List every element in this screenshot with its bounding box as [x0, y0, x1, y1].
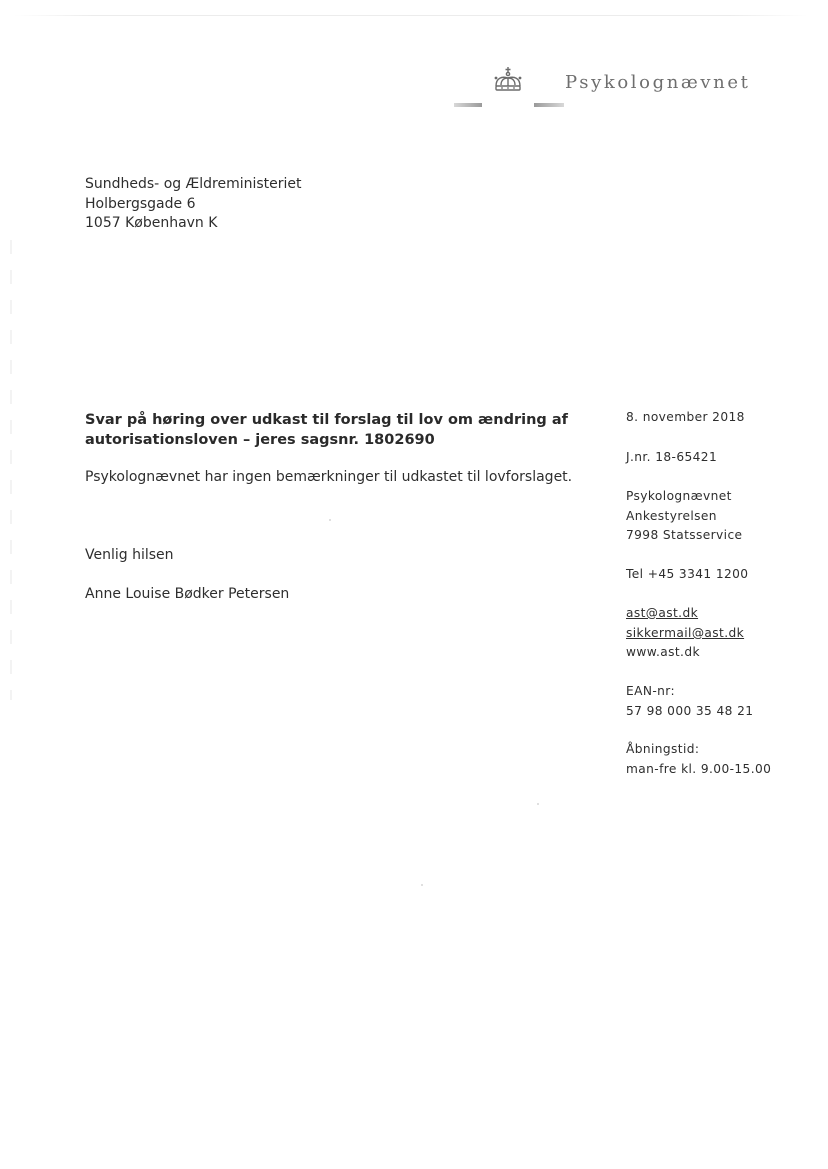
letter-greeting: Venlig hilsen	[85, 547, 174, 563]
journal-number: J.nr. 18-65421	[626, 450, 718, 464]
sender-name: Psykolognævnet	[626, 489, 732, 503]
opening-hours-value: man-fre kl. 9.00-15.00	[626, 762, 772, 776]
crown-icon	[492, 66, 524, 98]
ean-value: 57 98 000 35 48 21	[626, 704, 754, 718]
scan-speck	[421, 884, 423, 886]
letter-subject	[85, 410, 585, 450]
sender-agency: Ankestyrelsen	[626, 509, 717, 523]
recipient-address	[85, 175, 302, 234]
scan-top-edge	[14, 15, 808, 16]
subject-line-1: Svar på høring over udkast til forslag til lov om ændring af	[85, 412, 568, 428]
recipient-line-1: Sundheds- og Ældreministeriet	[85, 176, 302, 192]
opening-hours-label: Åbningstid:	[626, 742, 700, 756]
letterhead-bar-left	[454, 103, 482, 107]
subject-line-2: autorisationsloven – jeres sagsnr. 1802690	[85, 432, 435, 448]
secure-email-link[interactable]: sikkermail@ast.dk	[626, 626, 745, 640]
scan-speck	[329, 519, 331, 521]
sender-postal: 7998 Statsservice	[626, 528, 743, 542]
letter-date: 8. november 2018	[626, 410, 745, 424]
ean-label: EAN-nr:	[626, 684, 675, 698]
scan-left-edge	[10, 240, 12, 700]
scan-speck	[537, 803, 539, 805]
letterhead-bar-right	[534, 103, 564, 107]
website-text: www.ast.dk	[626, 645, 700, 659]
email-link[interactable]: ast@ast.dk	[626, 606, 699, 620]
sender-phone: Tel +45 3341 1200	[626, 567, 749, 581]
recipient-line-3: 1057 København K	[85, 215, 218, 231]
letter-signature: Anne Louise Bødker Petersen	[85, 586, 290, 602]
letter-body: Psykolognævnet har ingen bemærkninger til udkastet til lovforslaget.	[85, 469, 573, 485]
recipient-line-2: Holbergsgade 6	[85, 195, 196, 212]
letterhead-org-name: Psykolognævnet	[565, 72, 751, 93]
letterhead	[452, 62, 802, 112]
